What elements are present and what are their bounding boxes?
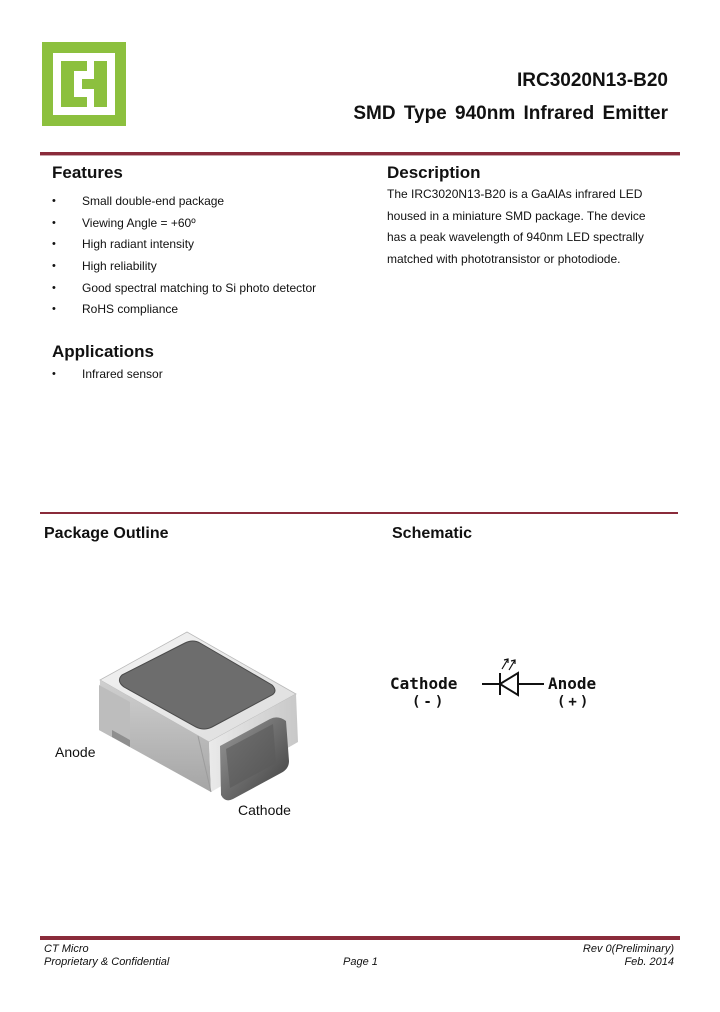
features-heading: Features [52,163,123,182]
applications-heading: Applications [52,342,155,361]
footer-date: Feb. 2014 [624,956,674,968]
schematic-heading: Schematic [392,525,473,542]
list-item: • Small double-end package [52,193,372,215]
header-divider [40,152,680,156]
description-line: The IRC3020N13-B20 is a GaAlAs infrared LED [387,187,643,201]
footer-divider [40,936,680,940]
cathode-label: Cathode [238,802,291,818]
list-item: • Good spectral matching to Si photo detector [52,280,372,302]
section-divider [40,512,678,514]
list-item: • RoHS compliance [52,301,372,323]
description-line: matched with phototransistor or photodiode. [387,252,621,267]
document-subtitle: SMD Type 940nm Infrared Emitter [353,103,668,124]
schematic-anode-label: Anode [548,674,597,693]
anode-label: Anode [55,744,96,760]
description-heading: Description [387,163,481,182]
list-item: • Infrared sensor [52,366,352,388]
description-line: housed in a miniature SMD package. The device [387,208,646,223]
schematic-cathode-sign: (-) [412,694,447,710]
footer-confidentiality: Proprietary & Confidential [44,956,170,968]
description-body [387,186,687,273]
list-item: • High radiant intensity [52,236,372,258]
package-outline-heading: Package Outline [44,525,169,542]
description-line: has a peak wavelength of 940nm LED spectrally [387,230,644,245]
list-item: • High reliability [52,258,372,280]
schematic-cathode-label: Cathode [390,674,458,693]
company-logo [42,42,126,126]
features-list [52,193,372,323]
led-diode-symbol [482,652,544,702]
schematic-anode-sign: (+) [557,694,592,710]
applications-list [52,366,352,388]
package-illustration [90,625,310,810]
footer-company: CT Micro [44,943,89,955]
footer-revision: Rev 0(Preliminary) [582,943,674,955]
footer-page-number: Page 1 [343,956,378,968]
list-item: • Viewing Angle = +60º [52,215,372,237]
part-number: IRC3020N13-B20 [516,70,668,91]
